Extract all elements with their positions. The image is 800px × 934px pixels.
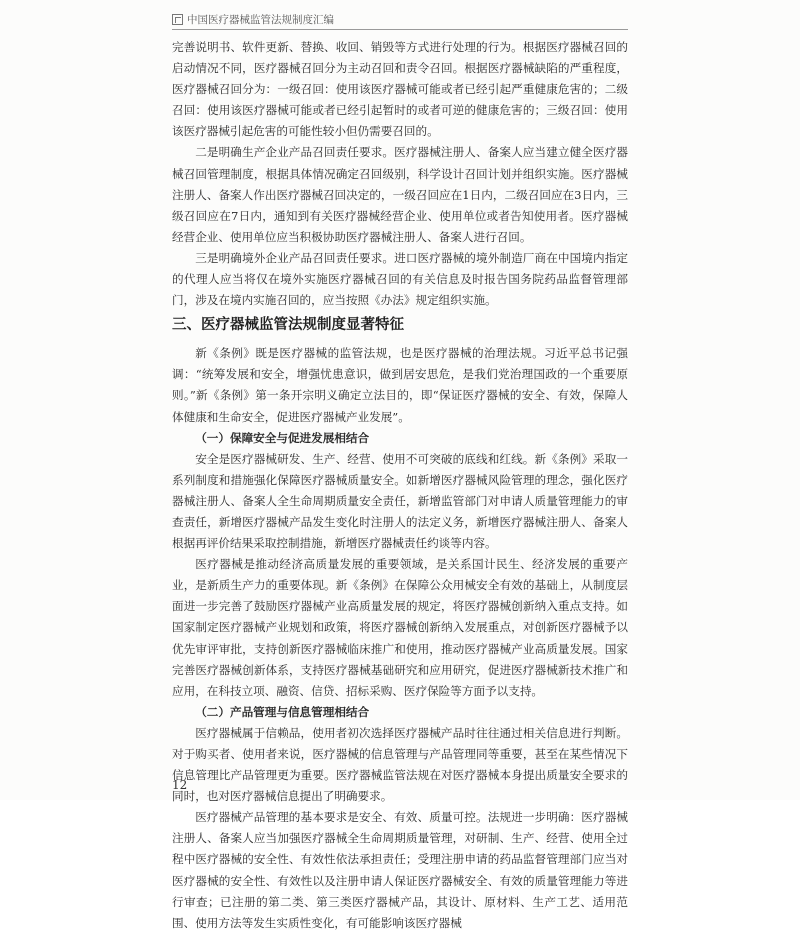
running-header xyxy=(172,10,632,28)
page-number: 12 xyxy=(172,778,188,792)
section-heading: 三、医疗器械监管法规制度显著特征 xyxy=(172,317,404,334)
paragraph-information: 医疗器械属于信赖品，使用者初次选择医疗器械产品时往往通过相关信息进行判断。对于购买者、使用者来说，医疗器械的信息管理与产品管理同等重要，甚至在某些情况下信息管理比产品管理更为重要。医疗器械监管法规在对医疗器械本身提出质量安全要求的同时，也对医疗器械信息提出了明确要求。 xyxy=(172,725,628,804)
running-header-title: 中国医疗器械监管法规制度汇编 xyxy=(187,13,334,26)
book-logo-icon xyxy=(172,14,183,25)
header-divider xyxy=(172,29,628,30)
subheading-safety-development: （一）保障安全与促进发展相结合 xyxy=(195,430,370,445)
paragraph-producer-recall: 二是明确生产企业产品召回责任要求。医疗器械注册人、备案人应当建立健全医疗器械召回管理制度，根据具体情况确定召回级别，科学设计召回计划并组织实施。医疗器械注册人、备案人作出医疗器械召回决定的，一级召回应在1日内，二级召回应在3日内，三级召回应在7日内，通知到有关医疗器械经营企业、使用单位或者告知使用者。医疗器械经营企业、使用单位应当积极协助医疗器械注册人、备案人进行召回。 xyxy=(172,145,628,244)
paragraph-recall-definition: 完善说明书、软件更新、替换、收回、销毁等方式进行处理的行为。根据医疗器械召回的启动情况不同，医疗器械召回分为主动召回和责令召回。根据医疗器械缺陷的严重程度，医疗器械召回分为：一级召回：使用该医疗器械可能或者已经引起严重健康危害的；二级召回：使用该医疗器械可能或者已经引起暂时的或者可逆的健康危害的；三级召回：使用该医疗器械引起危害的可能性较小但仍需要召回的。 xyxy=(172,40,628,139)
paragraph-safety: 安全是医疗器械研发、生产、经营、使用不可突破的底线和红线。新《条例》采取一系列制度和措施强化保障医疗器械质量安全。如新增医疗器械风险管理的理念，强化医疗器械注册人、备案人全生命周期质量安全责任，新增监管部门对申请人质量管理能力的审查责任，新增医疗器械产品发生变化时注册人的法定义务，新增医疗器械注册人、备案人根据再评价结果采取控制措施，新增医疗器械责任约谈等内容。 xyxy=(172,451,628,551)
page-body xyxy=(172,37,628,934)
subheading-product-information: （二）产品管理与信息管理相结合 xyxy=(195,704,370,719)
paragraph-regulation-intro: 新《条例》既是医疗器械的监管法规，也是医疗器械的治理法规。习近平总书记强调：“统筹发展和安全，增强忧患意识，做到居安思危，是我们党治理国政的一个重要原则。”新《条例》第一条开宗明义确定立法目的，即“保证医疗器械的安全、有效，保障人体健康和生命安全，促进医疗器械产业发展”。 xyxy=(172,346,628,424)
paragraph-overseas-recall: 三是明确境外企业产品召回责任要求。进口医疗器械的境外制造厂商在中国境内指定的代理人应当将仅在境外实施医疗器械召回的有关信息及时报告国务院药品监督管理部门，涉及在境内实施召回的，应当按照《办法》规定组织实施。 xyxy=(172,250,628,308)
paragraph-development: 医疗器械是推动经济高质量发展的重要领域，是关系国计民生、经济发展的重要产业，是新质生产力的重要体现。新《条例》在保障公众用械安全有效的基础上，从制度层面进一步完善了鼓励医疗器械产业高质量发展的规定，将医疗器械创新纳入重点支持。如国家制定医疗器械产业规划和政策，将医疗器械创新纳入发展重点，对创新医疗器械予以优先审评审批，支持创新医疗器械临床推广和使用，推动医疗器械产业高质量发展。国家完善医疗器械创新体系，支持医疗器械基础研究和应用研究，促进医疗器械新技术推广和应用，在科技立项、融资、信贷、招标采购、医疗保险等方面予以支持。 xyxy=(172,557,628,698)
paragraph-product-management: 医疗器械产品管理的基本要求是安全、有效、质量可控。法规进一步明确：医疗器械注册人、备案人应当加强医疗器械全生命周期质量管理，对研制、生产、经营、使用全过程中医疗器械的安全性、有效性依法承担责任；受理注册申请的药品监督管理部门应当对医疗器械的安全性、有效性以及注册申请人保证医疗器械安全、有效的质量管理能力等进行审查；已注册的第二类、第三类医疗器械产品，其设计、原材料、生产工艺、适用范围、使用方法等发生实质性变化，有可能影响该医疗器械 xyxy=(172,810,628,930)
